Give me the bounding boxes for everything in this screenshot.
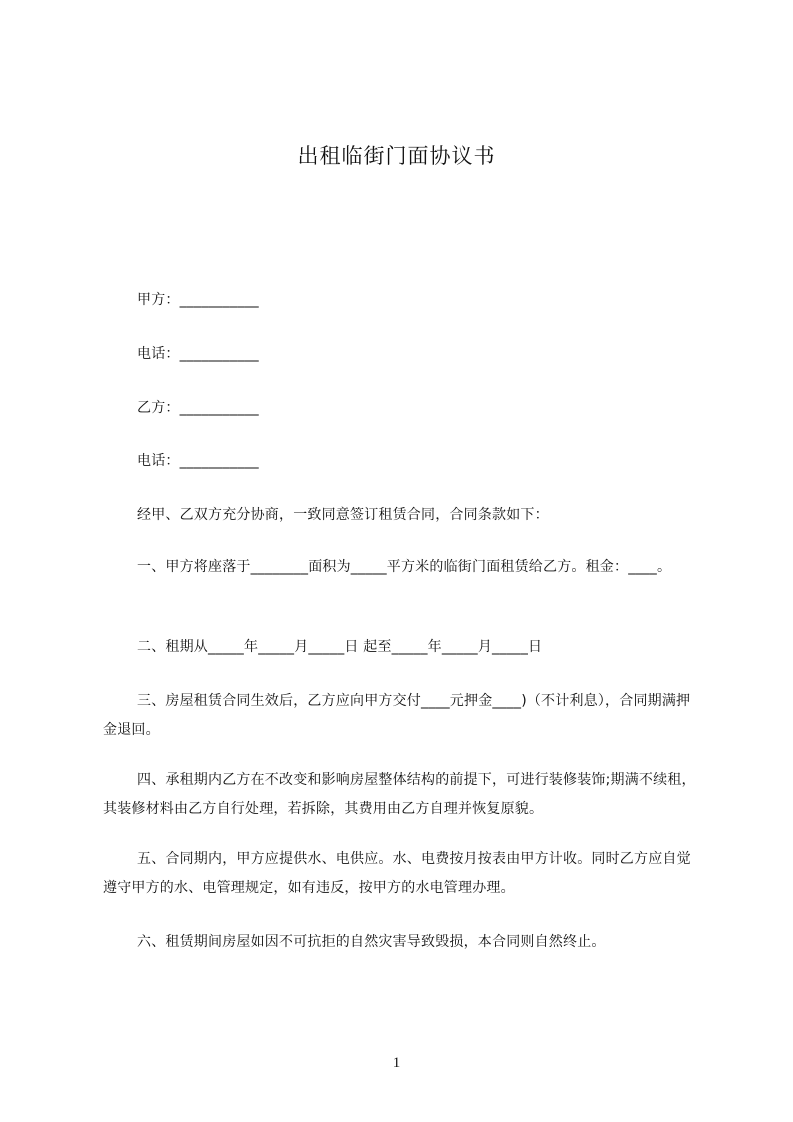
clause-6: 六、租赁期间房屋如因不可抗拒的自然灾害导致毁损，本合同则自然终止。 [137,934,606,950]
clause-1: 一、甲方将座落于________面积为_____平方米的临街门面租赁给乙方。租金：____。 [137,559,672,575]
clause-3: 三、房屋租赁合同生效后，乙方应向甲方交付____元押金____)（不计利息），合同期满押金退回。 [103,693,691,738]
clause-2: 二、租期从_____年_____月_____日 起至_____年_____月_____日 [137,639,543,655]
party-a-phone-blank: ___________ [179,346,259,362]
party-b-label: 乙方： [137,400,180,416]
party-b-blank: ___________ [179,400,259,416]
party-b-phone-field [137,447,259,475]
party-a-field [137,286,259,314]
party-a-blank: ___________ [179,292,259,308]
clause-4: 四、承租期内乙方在不改变和影响房屋整体结构的前提下，可进行装修装饰;期满不续租，其装修材料由乙方自行处理，若拆除，其费用由乙方自理并恢复原貌。 [103,772,696,817]
party-a-phone-field [137,340,259,368]
document-title: 出租临街门面协议书 [297,144,496,168]
party-b-phone-blank: ___________ [179,453,259,469]
party-b-field [137,394,259,422]
clause-5: 五、合同期内，甲方应提供水、电供应。水、电费按月按表由甲方计收。同时乙方应自觉遵守甲方的水、电管理规定，如有违反，按甲方的水电管理办理。 [103,851,691,896]
intro-paragraph: 经甲、乙双方充分协商，一致同意签订租赁合同，合同条款如下： [137,507,549,523]
party-a-phone-label: 电话： [137,346,180,362]
party-b-phone-label: 电话： [137,453,180,469]
party-a-label: 甲方： [137,292,180,308]
page-number: 1 [392,1055,401,1071]
